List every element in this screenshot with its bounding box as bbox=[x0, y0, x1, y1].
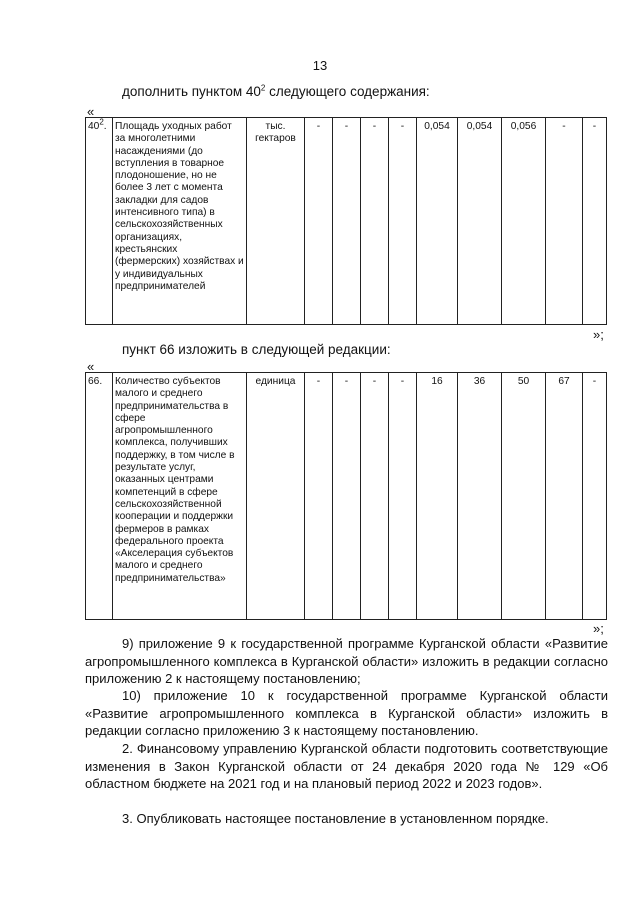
section-66-table bbox=[85, 372, 607, 620]
row-number-main: 40 bbox=[88, 121, 100, 132]
value-cell: - bbox=[389, 373, 417, 620]
section-40-intro-sup: 2 bbox=[260, 83, 266, 93]
value-cell: 0,056 bbox=[502, 118, 546, 325]
value-cell: - bbox=[333, 373, 361, 620]
value-cell: - bbox=[305, 118, 333, 325]
value-cell: - bbox=[305, 373, 333, 620]
paragraph-appendix-10: 10) приложение 10 к государственной программе Курганской области «Развитие агропромышленного комплекса в Курганской области» изложить в редакции согласно приложению 3 к настоящему постановлению. bbox=[85, 688, 608, 738]
section-66-open-quote: « bbox=[87, 359, 95, 374]
section-40-intro-after: следующего содержания: bbox=[265, 84, 430, 99]
row-number: 66. bbox=[86, 373, 113, 620]
row-number-sup: 2 bbox=[99, 117, 104, 127]
value-cell: 50 bbox=[502, 373, 546, 620]
indicator-name: Количество субъектов малого и среднего предпринимательства в сфере агропромышленного комплекса, получивших поддержку, в том числе в результате услуг, оказанных центрами компетенций в сфере сельскохозяйственной кооперации и поддержки фермеров в рамках федерального проекта «Акселерация субъектов малого и среднего предпринимательства» bbox=[113, 373, 247, 620]
page-number: 13 bbox=[312, 58, 328, 73]
row-number bbox=[86, 118, 113, 325]
table-row bbox=[86, 118, 607, 325]
value-cell: - bbox=[389, 118, 417, 325]
section-40-table bbox=[85, 117, 607, 325]
section-40-open-quote: « bbox=[87, 104, 95, 119]
row-number-suffix: . bbox=[103, 121, 107, 132]
section-66-intro: пункт 66 изложить в следующей редакции: bbox=[122, 342, 391, 357]
value-cell: - bbox=[583, 373, 607, 620]
section-40-intro-before: дополнить пунктом 40 bbox=[122, 84, 261, 99]
section-40-intro bbox=[122, 84, 430, 99]
value-cell: - bbox=[361, 118, 389, 325]
unit-cell: единица bbox=[247, 373, 305, 620]
value-cell: - bbox=[546, 118, 583, 325]
indicator-name: Площадь уходных работ за многолетними насаждениями (до вступления в товарное плодоношение, но не более 3 лет с момента закладки для садов интенсивного типа) в сельскохозяйственных организациях, крестьянских (фермерских) хозяйствах и у индивидуальных предпринимателей bbox=[113, 118, 247, 325]
value-cell: 36 bbox=[458, 373, 502, 620]
section-40-close-quote: »; bbox=[593, 327, 604, 342]
paragraph-appendix-9: 9) приложение 9 к государственной программе Курганской области «Развитие агропромышленного комплекса в Курганской области» изложить в редакции согласно приложению 2 к настоящему постановлению; bbox=[85, 636, 608, 686]
section-66-close-quote: »; bbox=[593, 621, 604, 636]
unit-cell: тыс. гектаров bbox=[247, 118, 305, 325]
value-cell: - bbox=[361, 373, 389, 620]
value-cell: 0,054 bbox=[458, 118, 502, 325]
value-cell: 0,054 bbox=[417, 118, 458, 325]
paragraph-publication: 3. Опубликовать настоящее постановление в установленном порядке. bbox=[122, 811, 549, 826]
paragraph-finance-department: 2. Финансовому управлению Курганской области подготовить соответствующие изменения в Закон Курганской области от 24 декабря 2020 года № 129 «Об областном бюджете на 2021 год и на плановый период 2022 и 2023 годов». bbox=[85, 741, 608, 791]
value-cell: 16 bbox=[417, 373, 458, 620]
value-cell: - bbox=[333, 118, 361, 325]
value-cell: 67 bbox=[546, 373, 583, 620]
table-row bbox=[86, 373, 607, 620]
value-cell: - bbox=[583, 118, 607, 325]
